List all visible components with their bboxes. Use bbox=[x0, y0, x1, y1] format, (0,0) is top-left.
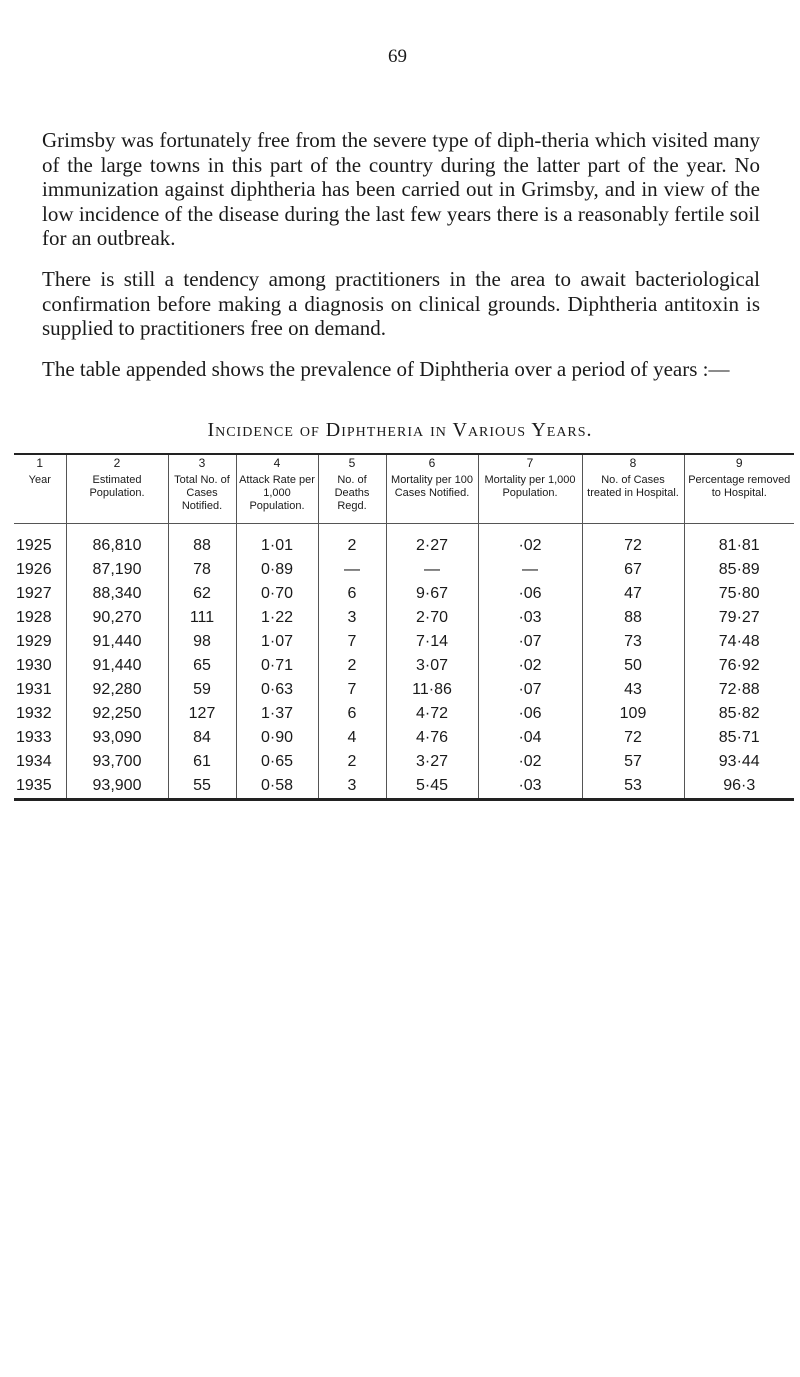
table-cell: 1·37 bbox=[236, 702, 318, 726]
table-cell: 5·45 bbox=[386, 774, 478, 800]
table-row bbox=[14, 774, 794, 800]
column-label: Mortality per 1,000 Population. bbox=[484, 474, 576, 499]
table-cell: 57 bbox=[582, 750, 684, 774]
column-label: No. of Deaths Regd. bbox=[334, 474, 370, 512]
table-cell: 75·80 bbox=[684, 582, 794, 606]
column-header bbox=[236, 454, 318, 524]
table-row bbox=[14, 524, 794, 559]
table-cell: 7·14 bbox=[386, 630, 478, 654]
column-number: 5 bbox=[348, 456, 356, 470]
table-cell: ·07 bbox=[478, 678, 582, 702]
table-cell: 9·67 bbox=[386, 582, 478, 606]
table-cell: 3 bbox=[318, 774, 386, 800]
table-cell: 53 bbox=[582, 774, 684, 800]
table-cell: ·02 bbox=[478, 524, 582, 559]
column-number: 6 bbox=[428, 456, 436, 470]
table-cell: 0·58 bbox=[236, 774, 318, 800]
column-number: 1 bbox=[36, 456, 44, 470]
column-number: 9 bbox=[735, 456, 743, 470]
table-cell: ·07 bbox=[478, 630, 582, 654]
column-number: 3 bbox=[198, 456, 206, 470]
table-cell: 86,810 bbox=[66, 524, 168, 559]
table-cell: 72 bbox=[582, 524, 684, 559]
table-cell: 79·27 bbox=[684, 606, 794, 630]
table-cell: ·02 bbox=[478, 654, 582, 678]
column-label: Total No. of Cases Notified. bbox=[174, 474, 230, 512]
table-cell: 73 bbox=[582, 630, 684, 654]
table-cell: 2·27 bbox=[386, 524, 478, 559]
table-cell: 50 bbox=[582, 654, 684, 678]
column-label: Mortality per 100 Cases Notified. bbox=[391, 474, 473, 499]
table-cell: 90,270 bbox=[66, 606, 168, 630]
column-label: Attack Rate per 1,000 Population. bbox=[239, 474, 315, 512]
table-cell: 43 bbox=[582, 678, 684, 702]
table-cell: 4 bbox=[318, 726, 386, 750]
table-cell: 1930 bbox=[16, 657, 52, 674]
table-cell: 109 bbox=[582, 702, 684, 726]
table-cell: 88 bbox=[168, 524, 236, 559]
table-cell: 76·92 bbox=[684, 654, 794, 678]
table-cell: ·02 bbox=[478, 750, 582, 774]
table-cell: 93,700 bbox=[66, 750, 168, 774]
table-cell: 98 bbox=[168, 630, 236, 654]
table-cell: 61 bbox=[168, 750, 236, 774]
column-header bbox=[386, 454, 478, 524]
table-cell: 2 bbox=[318, 750, 386, 774]
table-cell: 74·48 bbox=[684, 630, 794, 654]
table-cell: 6 bbox=[318, 702, 386, 726]
column-header bbox=[684, 454, 794, 524]
table-cell: — bbox=[478, 558, 582, 582]
header-row bbox=[14, 454, 794, 524]
paragraph-table-intro: The table appended shows the prevalence of Diphtheria over a period of years :— bbox=[42, 357, 730, 381]
table-cell: 47 bbox=[582, 582, 684, 606]
table-cell: 1·22 bbox=[236, 606, 318, 630]
table-cell: ·06 bbox=[478, 702, 582, 726]
table-cell: 84 bbox=[168, 726, 236, 750]
table-cell: 88 bbox=[582, 606, 684, 630]
table-row bbox=[14, 726, 794, 750]
column-label: Estimated Population. bbox=[89, 474, 145, 499]
table-cell: 4·76 bbox=[386, 726, 478, 750]
incidence-table bbox=[14, 453, 794, 801]
table-cell: 3·07 bbox=[386, 654, 478, 678]
table-row bbox=[14, 582, 794, 606]
table-body bbox=[14, 524, 794, 800]
table-cell: 7 bbox=[318, 678, 386, 702]
column-number: 7 bbox=[526, 456, 534, 470]
table-cell: 111 bbox=[168, 606, 236, 630]
table-cell: 1929 bbox=[16, 633, 52, 650]
table-cell: 2 bbox=[318, 524, 386, 559]
table-cell: 0·71 bbox=[236, 654, 318, 678]
table-cell: ·06 bbox=[478, 582, 582, 606]
table-cell: 88,340 bbox=[66, 582, 168, 606]
table-cell: 0·90 bbox=[236, 726, 318, 750]
table-cell: 72 bbox=[582, 726, 684, 750]
table-cell: 85·89 bbox=[684, 558, 794, 582]
table-cell: 127 bbox=[168, 702, 236, 726]
table-cell: 0·89 bbox=[236, 558, 318, 582]
table-row bbox=[14, 750, 794, 774]
table-cell: 62 bbox=[168, 582, 236, 606]
table-cell: 1933 bbox=[16, 729, 52, 746]
table-row bbox=[14, 678, 794, 702]
table-cell: ·03 bbox=[478, 774, 582, 800]
incidence-table-container bbox=[14, 453, 794, 801]
table-cell: 93,090 bbox=[66, 726, 168, 750]
table-cell: 1·01 bbox=[236, 524, 318, 559]
table-title: Incidence of Diphtheria in Various Years. bbox=[207, 419, 593, 441]
column-header bbox=[66, 454, 168, 524]
column-header bbox=[318, 454, 386, 524]
table-cell: 65 bbox=[168, 654, 236, 678]
column-header bbox=[478, 454, 582, 524]
table-cell: 0·63 bbox=[236, 678, 318, 702]
table-cell: 4·72 bbox=[386, 702, 478, 726]
table-cell: 3·27 bbox=[386, 750, 478, 774]
paragraph-diphtheria-outbreak: Grimsby was fortunately free from the severe type of diph-theria which visited many of the large towns in this part of the country during the latter part of the year. No immunization against diphtheria has been carried out in Grimsby, and in view of the low incidence of the disease during the last few years there is a reasonably fertile soil for an outbreak. bbox=[42, 128, 760, 250]
column-label: Percentage removed to Hospital. bbox=[688, 474, 791, 499]
column-header bbox=[14, 454, 66, 524]
table-cell: — bbox=[318, 558, 386, 582]
table-header bbox=[14, 454, 794, 524]
table-row bbox=[14, 606, 794, 630]
table-cell: 1926 bbox=[16, 561, 52, 578]
table-cell: 6 bbox=[318, 582, 386, 606]
table-cell: 92,280 bbox=[66, 678, 168, 702]
column-label: Year bbox=[28, 474, 51, 486]
table-cell: 92,250 bbox=[66, 702, 168, 726]
table-cell: 1934 bbox=[16, 753, 52, 770]
table-row bbox=[14, 654, 794, 678]
table-cell: 2·70 bbox=[386, 606, 478, 630]
table-cell: ·03 bbox=[478, 606, 582, 630]
table-cell: 93·44 bbox=[684, 750, 794, 774]
table-cell: 0·70 bbox=[236, 582, 318, 606]
table-cell: 78 bbox=[168, 558, 236, 582]
table-cell: 91,440 bbox=[66, 654, 168, 678]
table-cell: ·04 bbox=[478, 726, 582, 750]
table-cell: 2 bbox=[318, 654, 386, 678]
table-cell: 55 bbox=[168, 774, 236, 800]
table-cell: 1931 bbox=[16, 681, 52, 698]
column-number: 4 bbox=[273, 456, 281, 470]
table-cell: 0·65 bbox=[236, 750, 318, 774]
column-label: No. of Cases treated in Hospital. bbox=[587, 474, 679, 499]
table-cell: 1935 bbox=[16, 777, 52, 794]
table-cell: 85·71 bbox=[684, 726, 794, 750]
table-cell: 81·81 bbox=[684, 524, 794, 559]
table-cell: 91,440 bbox=[66, 630, 168, 654]
table-cell: 87,190 bbox=[66, 558, 168, 582]
table-cell: 11·86 bbox=[386, 678, 478, 702]
table-cell: 93,900 bbox=[66, 774, 168, 800]
table-cell: 72·88 bbox=[684, 678, 794, 702]
column-number: 8 bbox=[629, 456, 637, 470]
table-cell: 85·82 bbox=[684, 702, 794, 726]
column-number: 2 bbox=[113, 456, 121, 470]
table-cell: 1927 bbox=[16, 585, 52, 602]
table-cell: 59 bbox=[168, 678, 236, 702]
table-cell: 3 bbox=[318, 606, 386, 630]
page-number: 69 bbox=[388, 46, 407, 67]
table-row bbox=[14, 702, 794, 726]
paragraph-antitoxin: There is still a tendency among practitioners in the area to await bacteriological confirmation before making a diagnosis on clinical grounds. Diphtheria antitoxin is supplied to practitioners free on demand. bbox=[42, 267, 760, 340]
table-cell: 1928 bbox=[16, 609, 52, 626]
column-header bbox=[582, 454, 684, 524]
table-cell: 7 bbox=[318, 630, 386, 654]
table-row bbox=[14, 558, 794, 582]
table-row bbox=[14, 630, 794, 654]
table-cell: 1932 bbox=[16, 705, 52, 722]
column-header bbox=[168, 454, 236, 524]
table-cell: 1925 bbox=[16, 537, 52, 554]
table-cell: 67 bbox=[582, 558, 684, 582]
table-cell: 96·3 bbox=[684, 774, 794, 800]
table-cell: — bbox=[386, 558, 478, 582]
table-cell: 1·07 bbox=[236, 630, 318, 654]
